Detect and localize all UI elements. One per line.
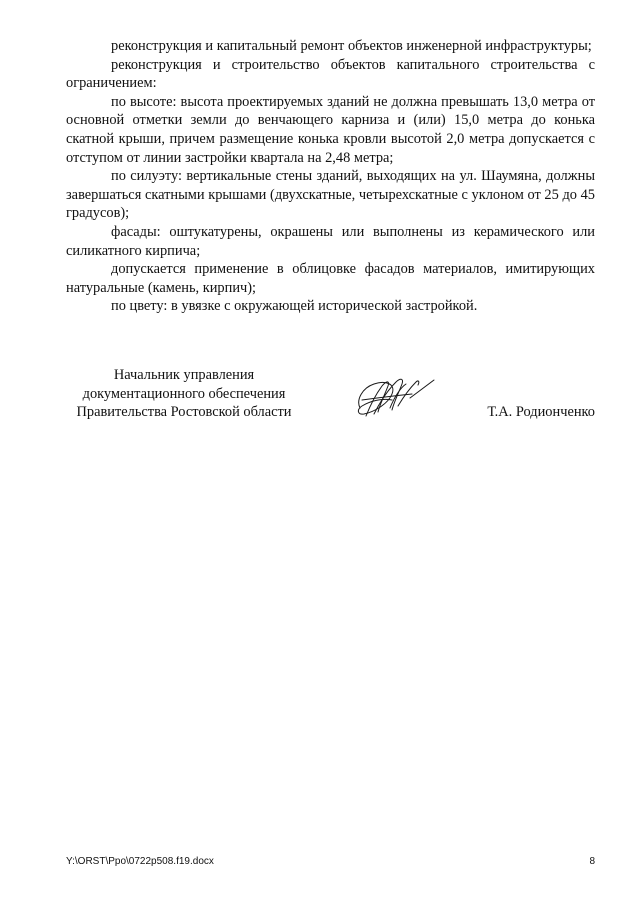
paragraph-color: по цвету: в увязке с окружающей исторической застройкой.: [111, 298, 478, 315]
paragraph-construction-restrictions: реконструкция и строительство объектов капитального строительства с ограничением:: [66, 56, 595, 92]
signatory-title-line: Начальник управления: [113, 367, 255, 383]
signatory-name: Т.А. Родионченко: [487, 404, 595, 420]
paragraph-infrastructure: реконструкция и капитальный ремонт объектов инженерной инфраструктуры;: [111, 38, 592, 54]
footer-file-path: Y:\ORST\Ppo\0722p508.f19.docx: [66, 856, 214, 867]
paragraph-facades: фасады: оштукатурены, окрашены или выполнены из керамического или силикатного кирпича;: [66, 223, 595, 259]
paragraph-silhouette: по силуэту: вертикальные стены зданий, выходящих на ул. Шаумяна, должны завершаться скатными крышами (двухскатные, четырехскатные с уклоном от 25 до 45 градусов);: [66, 168, 595, 222]
page-number: 8: [589, 856, 595, 867]
signatory-title-line: документационного обеспечения: [82, 385, 286, 402]
paragraph-cladding: допускается применение в облицовке фасадов материалов, имитирующих натуральные (камень, кирпич);: [66, 261, 595, 296]
signatory-title-line: Правительства Ростовской области: [76, 404, 292, 421]
paragraph-height: по высоте: высота проектируемых зданий не должна превышать 13,0 метра от основной отметки земли до венчающего карниза и (или) 15,0 метра до конька скатной крыши, причем размещение конька кровли высотой 2,0 метра допускается с отступом от линии застройки квартала на 2,48 метра;: [66, 93, 595, 166]
handwritten-signature: [352, 372, 438, 424]
signatory-title: [68, 366, 300, 422]
